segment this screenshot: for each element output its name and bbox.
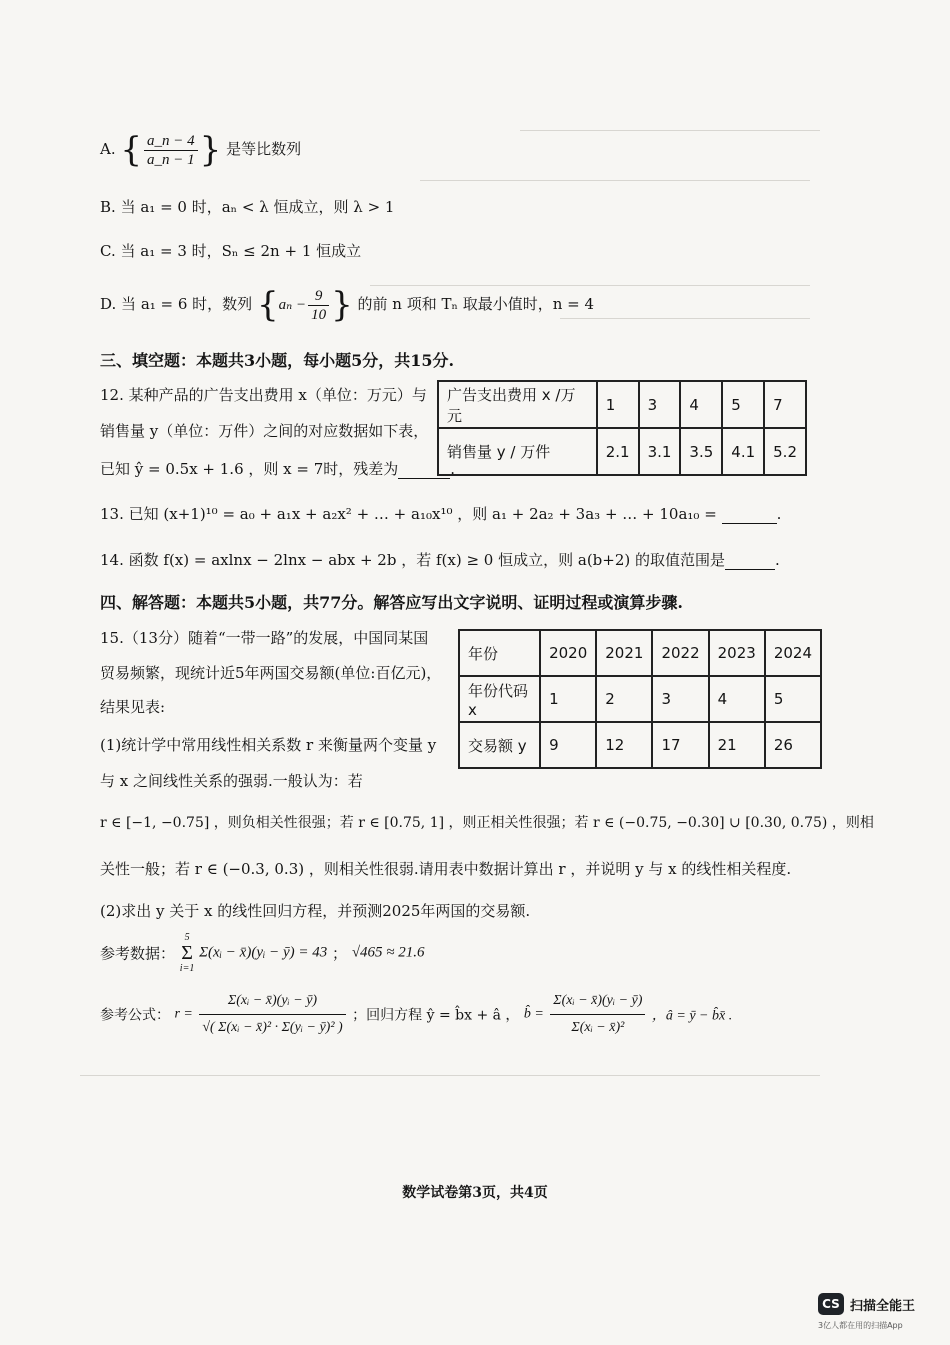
table-cell: 9 — [540, 722, 596, 768]
option-label: A. — [100, 140, 116, 158]
reference-sum: Σ(xᵢ − x̄)(yᵢ − ȳ) = 43 — [199, 944, 328, 961]
option-d — [100, 285, 594, 325]
regression-equation: ；回归方程 ŷ = b̂x + â ， — [352, 1007, 520, 1024]
table-header-cell: 交易额 y — [459, 722, 540, 768]
table-cell: 3.1 — [639, 428, 681, 475]
question-15-line: (1)统计学中常用线性相关系数 r 来衡量两个变量 y — [100, 736, 437, 754]
table-cell: 4.1 — [722, 428, 764, 475]
question-15-line: 15.（13分）随着“一带一路”的发展，中国同某国 — [100, 629, 429, 647]
table-cell: 2024 — [765, 630, 821, 676]
table-cell: 5 — [765, 676, 821, 722]
bleed-through-line — [80, 1075, 820, 1076]
question-14: 14. 函数 f(x) = axlnx − 2lnx − abx + 2b ，若 f(x) ≥ 0 恒成立，则 a(b+2) 的取值范围是 . — [100, 551, 780, 569]
option-label: D. — [100, 295, 117, 313]
table-cell: 4 — [680, 381, 722, 428]
question-13: 13. 已知 (x+1)¹⁰ = a₀ + a₁x + a₂x² + … + a₁₀x¹⁰ ，则 a₁ + 2a₂ + 3a₃ + … + 10a₁₀ = . — [100, 505, 782, 523]
table-header-cell: 广告支出费用 x /万元 — [438, 381, 597, 428]
option-text: 的前 n 项和 Tₙ 取最小值时，n = 4 — [357, 295, 595, 313]
question-15-line: 关性一般；若 r ∈ (−0.3, 0.3) ，则相关性很弱.请用表中数据计算出 r ，并说明 y 与 x 的线性相关程度. — [100, 860, 792, 878]
table-cell: 2022 — [652, 630, 708, 676]
option-a — [100, 130, 301, 170]
right-brace: } — [199, 130, 222, 170]
right-brace: } — [331, 285, 353, 325]
left-brace: { — [256, 285, 279, 325]
table-cell: 3 — [652, 676, 708, 722]
scanner-logo-icon: CS — [818, 1293, 844, 1315]
left-brace: { — [120, 130, 143, 170]
data-table-q12 — [437, 380, 807, 476]
question-15-line: 贸易频繁，现统计近5年两国交易额(单位:百亿元)， — [100, 664, 442, 682]
question-15-line: r ∈ [−1, −0.75] ，则负相关性很强；若 r ∈ [0.75, 1] ，则正相关性很强；若 r ∈ (−0.75, −0.30] ∪ [0.30, 0.75) ，则相 — [100, 815, 874, 831]
table-cell: 2 — [596, 676, 652, 722]
formula-r-label: r = — [174, 1006, 193, 1022]
question-12-line: 销售量 y（单位：万件）之间的对应数据如下表， — [100, 422, 429, 440]
reference-label: 参考数据： — [100, 944, 176, 963]
formula-b-label: b̂ = — [523, 1006, 544, 1022]
section-heading: 三、填空题：本题共3小题，每小题5分，共15分. — [100, 351, 455, 370]
table-cell: 4 — [709, 676, 765, 722]
reference-label: 参考公式： — [100, 1007, 170, 1024]
table-cell: 1 — [540, 676, 596, 722]
reference-formulas — [100, 988, 732, 1041]
table-cell: 2023 — [709, 630, 765, 676]
table-header-cell: 销售量 y / 万件 — [438, 428, 597, 475]
option-c — [100, 240, 361, 261]
table-cell: 26 — [765, 722, 821, 768]
question-12-line: 12. 某种产品的广告支出费用 x（单位：万元）与 — [100, 386, 427, 404]
formula-b-fraction: $\frac{\text{Σ(xᵢ − x̄)(yᵢ − ȳ)}}{\text{Σ(xᵢ − x̄)²}}$ — [550, 988, 645, 1041]
table-cell: 5.2 — [764, 428, 806, 475]
table-cell: 17 — [652, 722, 708, 768]
question-12-line: 已知 ŷ = 0.5x + 1.6 ，则 x = 7时，残差为 . — [100, 460, 456, 478]
option-text: 当 a₁ = 3 时，Sₙ ≤ 2n + 1 恒成立 — [120, 242, 362, 260]
bleed-through-line — [420, 180, 810, 181]
table-cell: 21 — [709, 722, 765, 768]
bleed-through-line — [560, 318, 810, 319]
table-cell: 2020 — [540, 630, 596, 676]
summation-sign: 5 Σ i=1 — [179, 932, 195, 974]
question-15-line: (2)求出 y 关于 x 的线性回归方程，并预测2025年两国的交易额. — [100, 902, 531, 920]
formula-r-fraction: $\frac{\text{Σ(xᵢ − x̄)(yᵢ − ȳ)}}{\text{√( Σ(xᵢ − x̄)² · Σ(yᵢ − ȳ)² )}}$ — [199, 988, 345, 1041]
option-label: C. — [100, 242, 116, 260]
answer-blank[interactable] — [725, 551, 775, 570]
reference-sqrt: √465 ≈ 21.6 — [351, 944, 425, 961]
section-heading: 四、解答题：本题共5小题，共77分。解答应写出文字说明、证明过程或演算步骤. — [100, 593, 683, 612]
data-table-q15 — [458, 629, 822, 769]
scanner-subtitle: 3亿人都在用的扫描App — [818, 1321, 903, 1330]
table-header-cell: 年份 — [459, 630, 540, 676]
option-text: 当 a₁ = 6 时，数列 — [121, 295, 253, 313]
table-cell: 2.1 — [597, 428, 639, 475]
page-footer: 数学试卷第3页，共4页 — [402, 1185, 548, 1201]
option-label: B. — [100, 198, 116, 216]
question-15-line: 与 x 之间线性关系的强弱.一般认为：若 — [100, 772, 363, 790]
scanner-title: 扫描全能王 — [850, 1299, 916, 1314]
fraction: $\frac{9}{10}$ — [308, 287, 329, 324]
formula-a: ，â = ȳ − b̂x̄ . — [651, 1008, 733, 1024]
table-cell: 1 — [597, 381, 639, 428]
table-cell: 3 — [639, 381, 681, 428]
table-cell: 7 — [764, 381, 806, 428]
table-cell: 3.5 — [680, 428, 722, 475]
sequence-term: aₙ − — [278, 297, 307, 313]
option-text: 是等比数列 — [226, 140, 302, 158]
table-header-cell: 年份代码 x — [459, 676, 540, 722]
reference-data: 参考数据： 5 Σ i=1 Σ(xᵢ − x̄)(yᵢ − ȳ) = 43 ； √465 ≈ 21.6 — [100, 932, 425, 974]
table-cell: 2021 — [596, 630, 652, 676]
fraction: $\frac{a\_n - 4}{a\_n - 1}$ — [144, 132, 198, 169]
table-cell: 12 — [596, 722, 652, 768]
option-text: 当 a₁ = 0 时，aₙ < λ 恒成立，则 λ > 1 — [120, 198, 395, 216]
bleed-through-line — [520, 130, 820, 131]
answer-blank[interactable] — [722, 505, 777, 524]
table-cell: 5 — [722, 381, 764, 428]
option-b — [100, 196, 394, 217]
question-15-line: 结果见表: — [100, 698, 166, 716]
